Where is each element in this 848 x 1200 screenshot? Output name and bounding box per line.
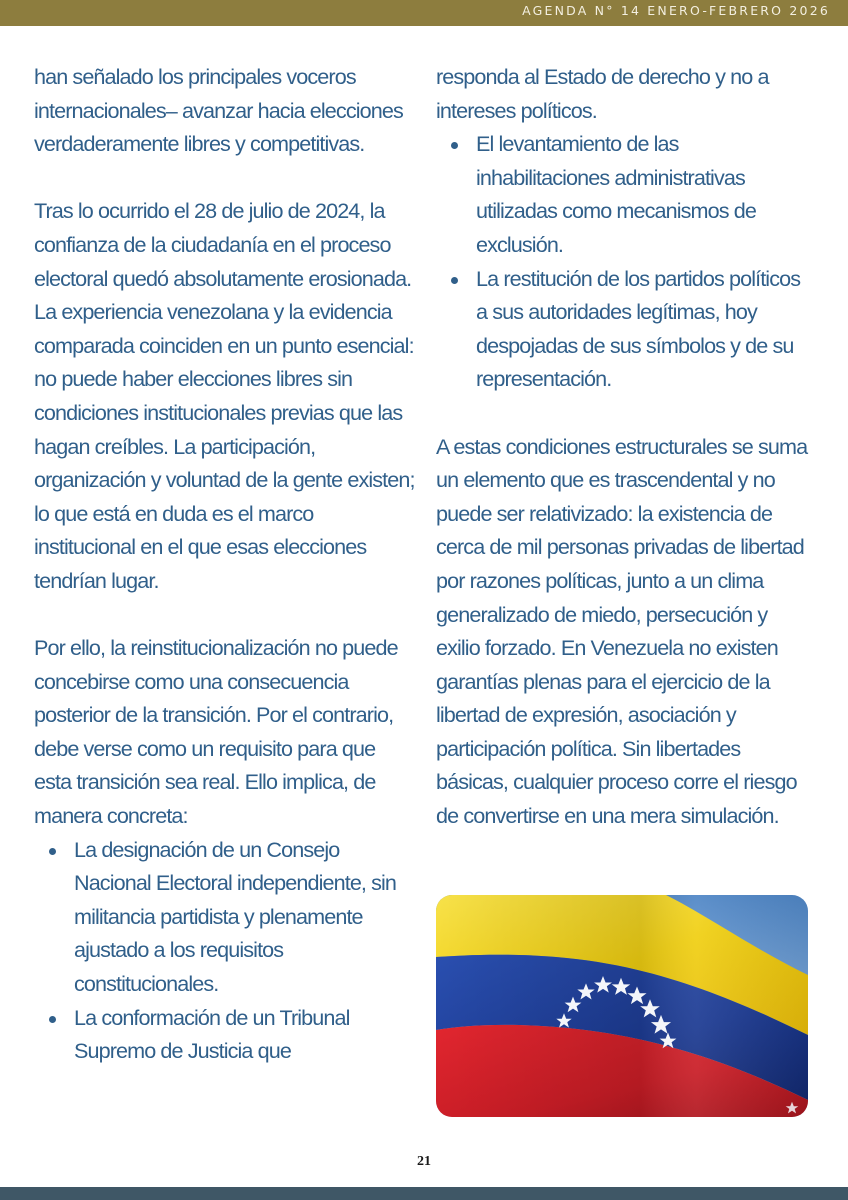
right-column	[436, 60, 814, 833]
bullet-icon	[49, 1016, 56, 1023]
list-item: La designación de un Consejo Nacional Electoral independiente, sin militancia partidista y plenamente ajustado a los requisitos constitucionales.	[34, 833, 416, 1001]
issue-label: AGENDA N° 14 ENERO-FEBRERO 2026	[522, 3, 830, 18]
list-item: La restitución de los partidos políticos a sus autoridades legítimas, hoy despojadas de sus símbolos y de su representación.	[436, 262, 814, 396]
bullet-icon	[451, 277, 458, 284]
venezuela-flag-image	[436, 895, 808, 1117]
paragraph-2: Tras lo ocurrido el 28 de julio de 2024, la confianza de la ciudadanía en el proceso electoral quedó absolutamente erosionada. La experiencia venezolana y la evidencia comparada coinciden en un punto esencial: no puede haber elecciones libres sin condiciones institucionales previas que las hagan creíbles. La participación, organización y voluntad de la gente existen; lo que está en duda es el marco institucional en el que esas elecciones tendrían lugar.	[34, 198, 415, 593]
flag-illustration	[436, 895, 808, 1117]
list-item: El levantamiento de las inhabilitaciones administrativas utilizadas como mecanismos de exclusión.	[436, 127, 814, 261]
page-number: 21	[417, 1154, 431, 1169]
list-item-continuation: responda al Estado de derecho y no a intereses políticos.	[436, 64, 769, 123]
bullet-list-left	[34, 833, 416, 1068]
bullet-list-right	[436, 60, 814, 396]
footer-bar	[0, 1187, 848, 1200]
bullet-icon	[49, 848, 56, 855]
paragraph-4: A estas condiciones estructurales se suma un elemento que es trascendental y no puede ser relativizado: la existencia de cerca de mil personas privadas de libertad por razones políticas, junto a un clima generalizado de miedo, persecución y exilio forzado. En Venezuela no existen garantías plenas para el ejercicio de la libertad de expresión, asociación y participación política. Sin libertades básicas, cualquier proceso corre el riesgo de convertirse en una mera simulación.	[436, 433, 808, 829]
left-column	[34, 60, 416, 1068]
header-bar	[0, 0, 848, 26]
paragraph-1: han señalado los principales voceros internacionales– avanzar hacia elecciones verdaderamente libres y competitivas.	[34, 64, 403, 157]
paragraph-3: Por ello, la reinstitucionalización no puede concebirse como una consecuencia posterior de la transición. Por el contrario, debe verse como un requisito para que esta transición sea real. Ello implica, de manera concreta:	[34, 635, 398, 829]
bullet-icon	[451, 142, 458, 149]
list-item: La conformación de un Tribunal Supremo de Justicia que	[34, 1001, 416, 1068]
